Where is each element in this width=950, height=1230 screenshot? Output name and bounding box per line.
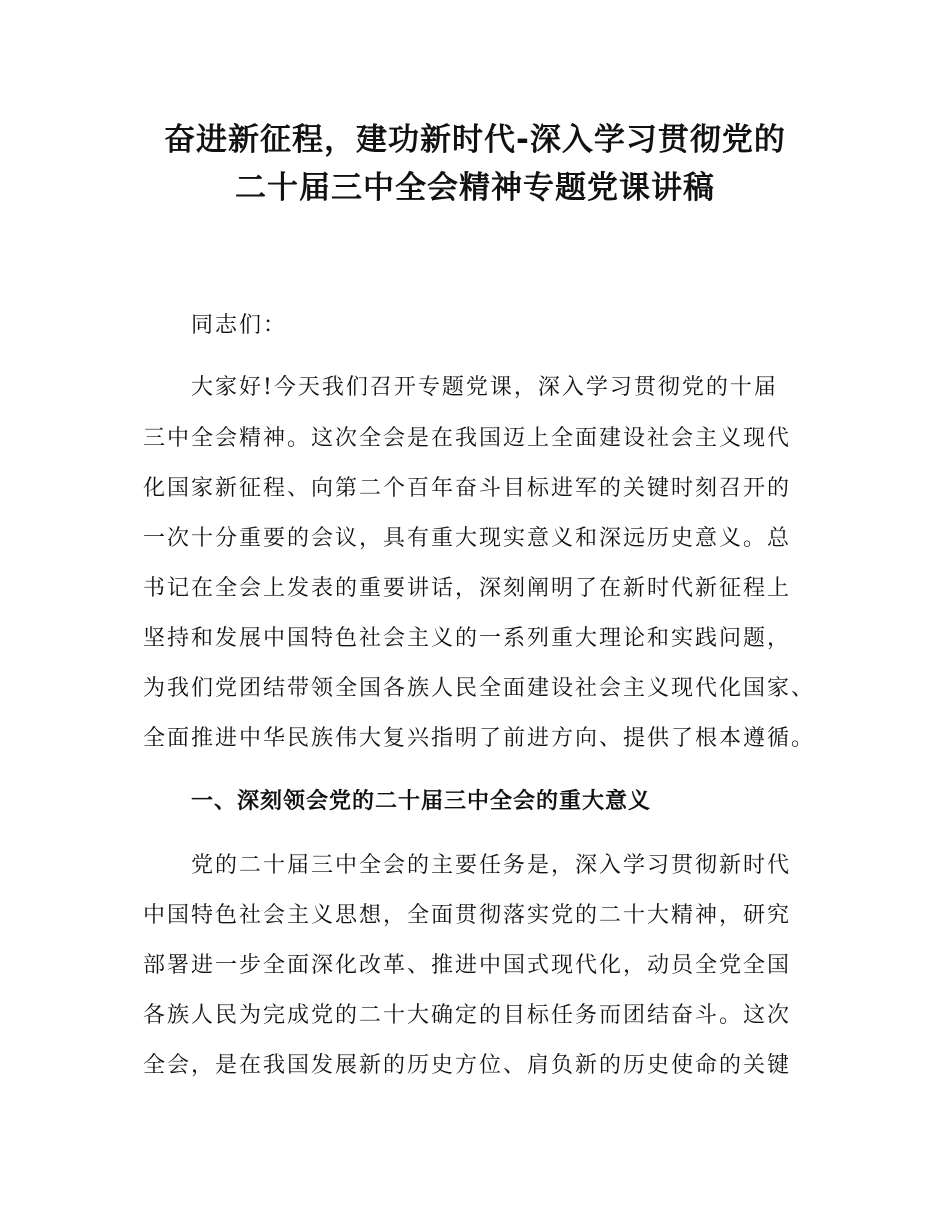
- paragraph-line: 部署进一步全面深化改革、推进中国式现代化，动员全党全国: [143, 953, 792, 978]
- paragraph-line: 中国特色社会主义思想，全面贯彻落实党的二十大精神，研究: [143, 903, 792, 928]
- document-title-line-2: 二十届三中全会精神专题党课讲稿: [235, 170, 715, 206]
- paragraph-line: 各族人民为完成党的二十大确定的目标任务而团结奋斗。这次: [143, 1003, 792, 1028]
- paragraph-line: 三中全会精神。这次全会是在我国迈上全面建设社会主义现代: [143, 426, 792, 451]
- paragraph-line: 书记在全会上发表的重要讲话，深刻阐明了在新时代新征程上: [143, 576, 792, 601]
- paragraph-line: 为我们党团结带领全国各族人民全面建设社会主义现代化国家、: [143, 676, 816, 701]
- paragraph-line: 化国家新征程、向第二个百年奋斗目标进军的关键时刻召开的: [143, 476, 792, 501]
- paragraph-line: 一次十分重要的会议，具有重大现实意义和深远历史意义。总: [143, 526, 792, 551]
- paragraph-line: 全面推进中华民族伟大复兴指明了前进方向、提供了根本遵循。: [143, 726, 816, 751]
- document-title-line-1: 奋进新征程，建功新时代-深入学习贯彻党的: [164, 122, 786, 158]
- paragraph-line: 全会，是在我国发展新的历史方位、肩负新的历史使命的关键: [143, 1053, 792, 1078]
- paragraph-line: 大家好!今天我们召开专题党课，深入学习贯彻党的十届: [191, 375, 778, 400]
- salutation: 同志们：: [191, 313, 288, 338]
- section-heading-1: 一、深刻领会党的二十届三中全会的重大意义: [191, 789, 652, 814]
- paragraph-line: 党的二十届三中全会的主要任务是，深入学习贯彻新时代: [191, 853, 792, 878]
- paragraph-line: 坚持和发展中国特色社会主义的一系列重大理论和实践问题，: [143, 626, 792, 651]
